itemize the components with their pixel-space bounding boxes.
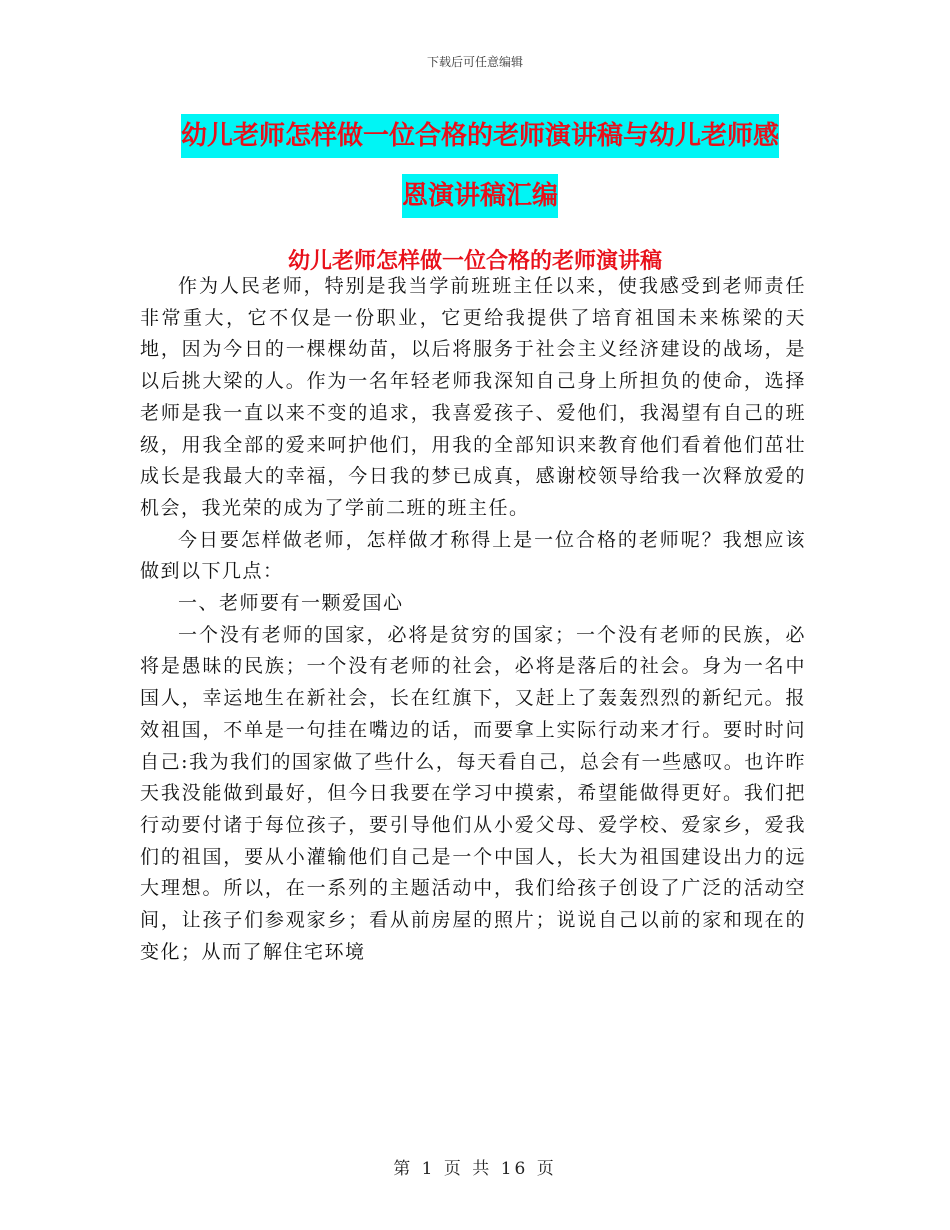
paragraph-2: 今日要怎样做老师，怎样做才称得上是一位合格的老师呢？我想应该做到以下几点： (140, 528, 806, 583)
document-title-line-2: 恩演讲稿汇编 (402, 174, 558, 218)
paragraph-heading-1: 一、老师要有一颗爱国心 (178, 592, 404, 615)
document-title (140, 110, 820, 230)
section-title: 幼儿老师怎样做一位合格的老师演讲稿 (287, 249, 662, 274)
document-body (140, 271, 806, 968)
page-header-note: 下载后可任意编辑 (426, 55, 523, 69)
paragraph-3: 一个没有老师的国家，必将是贫穷的国家；一个没有老师的民族，必将是愚昧的民族；一个没有老师的社会，必将是落后的社会。身为一名中国人，幸运地生在新社会，长在红旗下，又赶上了轰轰烈烈的新纪元。报效祖国，不单是一句挂在嘴边的话，而要拿上实际行动来才行。要时时问自己:我为我们的国家做了些什么，每天看自己，总会有一些感叹。也许昨天我没能做到最好，但今日我要在学习中摸索，希望能做得更好。我们把行动要付诸于每位孩子，要引导他们从小爱父母、爱学校、爱家乡，爱我们的祖国，要从小灌输他们自己是一个中国人，长大为祖国建设出力的远大理想。所以，在一系列的主题活动中，我们给孩子创设了广泛的活动空间，让孩子们参观家乡；看从前房屋的照片；说说自己以前的家和现在的变化；从而了解住宅环境 (140, 623, 806, 963)
paragraph-1: 作为人民老师，特别是我当学前班班主任以来，使我感受到老师责任非常重大，它不仅是一份职业，它更给我提供了培育祖国未来栋梁的天地，因为今日的一棵棵幼苗，以后将服务于社会主义经济建设的战场，是以后挑大梁的人。作为一名年轻老师我深知自己身上所担负的使命，选择老师是我一直以来不变的追求，我喜爱孩子、爱他们，我渴望有自己的班级，用我全部的爱来呵护他们，用我的全部知识来教育他们看着他们茁壮成长是我最大的幸福，今日我的梦已成真，感谢校领导给我一次释放爱的机会，我光荣的成为了学前二班的班主任。 (140, 275, 806, 519)
page-footer: 第 1 页 共 16 页 (393, 1159, 557, 1179)
document-title-line-1: 幼儿老师怎样做一位合格的老师演讲稿与幼儿老师感 (181, 114, 779, 158)
